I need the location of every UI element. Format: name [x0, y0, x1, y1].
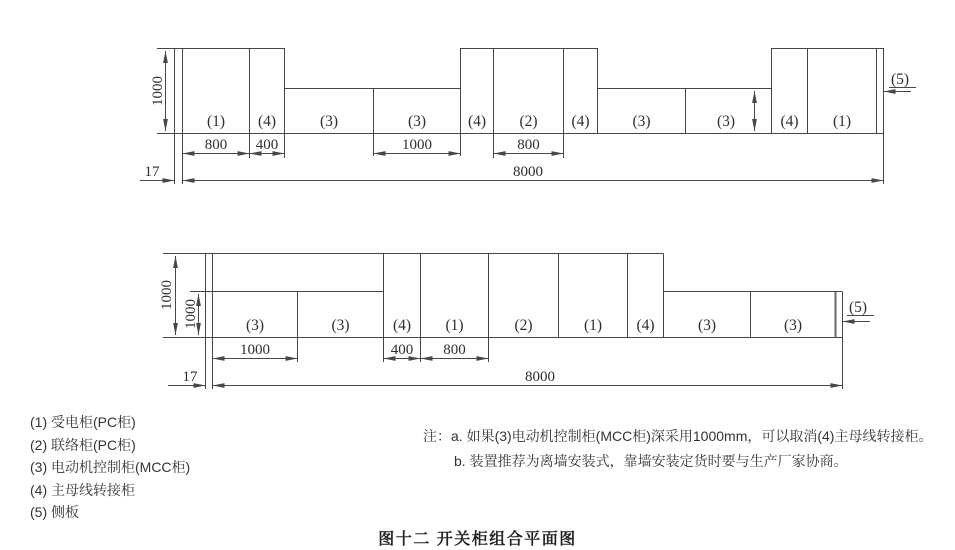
- note-prefix: 注：: [423, 428, 451, 444]
- figure-title: 图十二 开关柜组合平面图: [378, 531, 577, 548]
- cabinet-label: (3): [716, 113, 736, 130]
- cabinet-label: (3): [319, 113, 339, 130]
- bottom-plan-outline: [163, 254, 843, 390]
- legend: [30, 411, 190, 524]
- cabinet-label: (3): [407, 113, 427, 130]
- cabinet-label: (4): [257, 113, 277, 130]
- note-line-b: [423, 449, 932, 474]
- width-dim-label: 800: [517, 137, 540, 153]
- width-dim-label: 1000: [402, 137, 432, 153]
- note-b-text: b. 装置推荐为离墙安装式，靠墙安装定货时要与生产厂家协商。: [454, 453, 848, 469]
- bottom-plan-cabinet-labels: [246, 317, 802, 334]
- cabinet-label: (2): [519, 113, 538, 130]
- cabinet-label: (3): [331, 317, 350, 334]
- legend-item: (3) 电动机控制柜(MCC柜): [30, 459, 191, 476]
- depth-dim-outer-label: 1000: [159, 280, 175, 310]
- panel-gap-dim-label: 17: [144, 164, 160, 180]
- side-panel-callout-label: (5): [891, 71, 910, 88]
- notes: [423, 424, 932, 474]
- cabinet-label: (4): [571, 113, 590, 130]
- depth-dim-label: 1000: [150, 76, 166, 106]
- legend-item: (4) 主母线转接柜: [30, 481, 135, 498]
- cabinet-label: (4): [467, 113, 487, 130]
- cabinet-label: (3): [697, 317, 717, 334]
- cabinet-label: (4): [780, 113, 799, 130]
- cabinet-label: (1): [206, 113, 226, 130]
- note-a-text: a. 如果(3)电动机控制柜(MCC柜)深采用1000mm，可以取消(4)主母线转接柜。: [451, 428, 933, 444]
- legend-item: (5) 侧板: [30, 504, 79, 521]
- side-panel-callout-label: (5): [849, 299, 868, 316]
- cabinet-label: (3): [783, 317, 803, 334]
- width-dim-label: 400: [390, 342, 414, 358]
- width-dim-label: 400: [255, 137, 279, 153]
- bottom-plan: [159, 254, 874, 390]
- note-line-a: [423, 424, 932, 449]
- cabinet-label: (3): [245, 317, 265, 334]
- panel-gap-dim-label: 17: [182, 369, 198, 385]
- total-dim-label: 8000: [525, 369, 555, 385]
- cabinet-label: (1): [583, 317, 603, 334]
- depth-dim-inner-label: 1000: [183, 299, 199, 329]
- cabinet-label: (4): [392, 317, 412, 334]
- total-dim-label: 8000: [513, 164, 543, 180]
- top-plan: [140, 48, 916, 184]
- cabinet-label: (4): [636, 317, 655, 334]
- cabinet-label: (3): [632, 113, 651, 130]
- width-dim-label: 800: [204, 137, 228, 153]
- cabinet-label: (1): [445, 317, 464, 334]
- width-dim-label: 1000: [240, 342, 270, 358]
- legend-item: (1) 受电柜(PC柜): [30, 414, 136, 430]
- cabinet-label: (2): [514, 317, 533, 334]
- legend-item: (2) 联络柜(PC柜): [30, 436, 136, 453]
- width-dim-label: 800: [443, 342, 466, 358]
- cabinet-label: (1): [832, 113, 852, 130]
